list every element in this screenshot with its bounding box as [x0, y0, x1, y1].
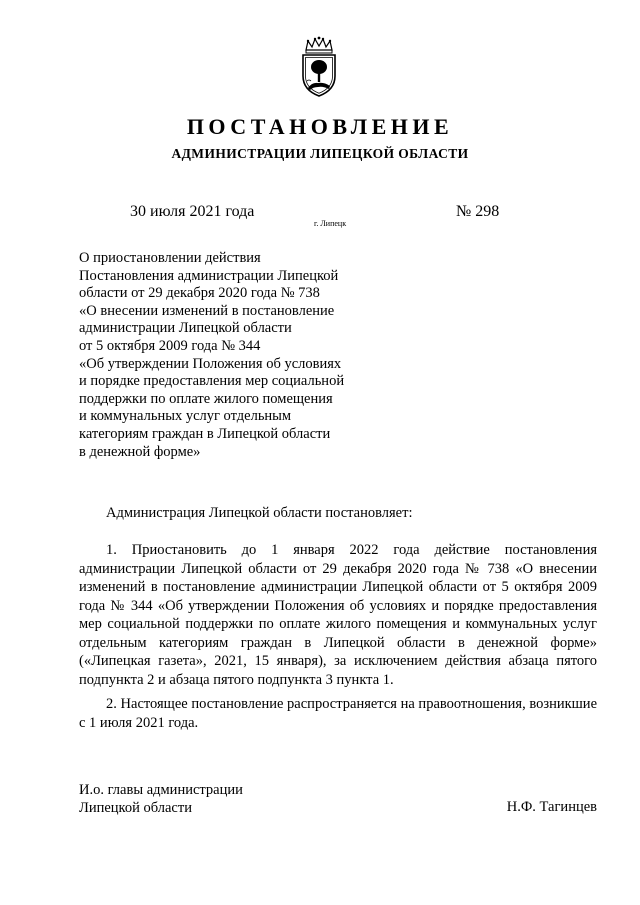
paragraph-2: 2. Настоящее постановление распространяется на правоотношения, возникшие с 1 июля 2021 года. — [79, 696, 597, 731]
document-city: г. Липецк — [314, 219, 347, 228]
signatory-position-line1: И.о. главы администрации — [79, 782, 243, 798]
paragraph-1: 1. Приостановить до 1 января 2022 года действие постановления администрации Липецкой области от 29 декабря 2020 года № 738 «О внесении изменений в постановление администрации Липецкой области от 5 октября 2009 года № 344 «Об утверждении Положения об условиях и порядке предоставления мер социальной поддержки по оплате жилого помещения и коммунальных услуг отдельным категориям граждан в Липецкой области в денежной форме» («Липецкая газета», 2021, 15 января), за исключением действия абзаца пятого подпункта 2 и абзаца пятого подпункта 3 пункта 1. — [79, 542, 597, 688]
document-subject: О приостановлении действия Постановления администрации Липецкой области от 29 декабря 2020 года № 738 «О внесении изменений в постановление администрации Липецкой области от 5 октября 2009 года № 344 «Об утверждении Положения об условиях и порядке предоставления мер социальной поддержки по оплате жилого помещения и коммунальных услуг отдельным категориям граждан в Липецкой области в денежной форме» — [79, 250, 345, 460]
document-date: 30 июля 2021 года — [130, 203, 255, 220]
document-number: № 298 — [456, 203, 500, 220]
signatory-position — [79, 781, 243, 817]
document-title: ПОСТАНОВЛЕНИЕ — [186, 114, 454, 139]
signatory-position-line2: Липецкой области — [79, 800, 192, 816]
signatory-name: Н.Ф. Тагинцев — [506, 799, 597, 815]
preamble: Администрация Липецкой области постановляет: — [106, 505, 413, 521]
coat-of-arms-icon — [296, 36, 342, 98]
issuing-authority: АДМИНИСТРАЦИИ ЛИПЕЦКОЙ ОБЛАСТИ — [171, 146, 469, 161]
